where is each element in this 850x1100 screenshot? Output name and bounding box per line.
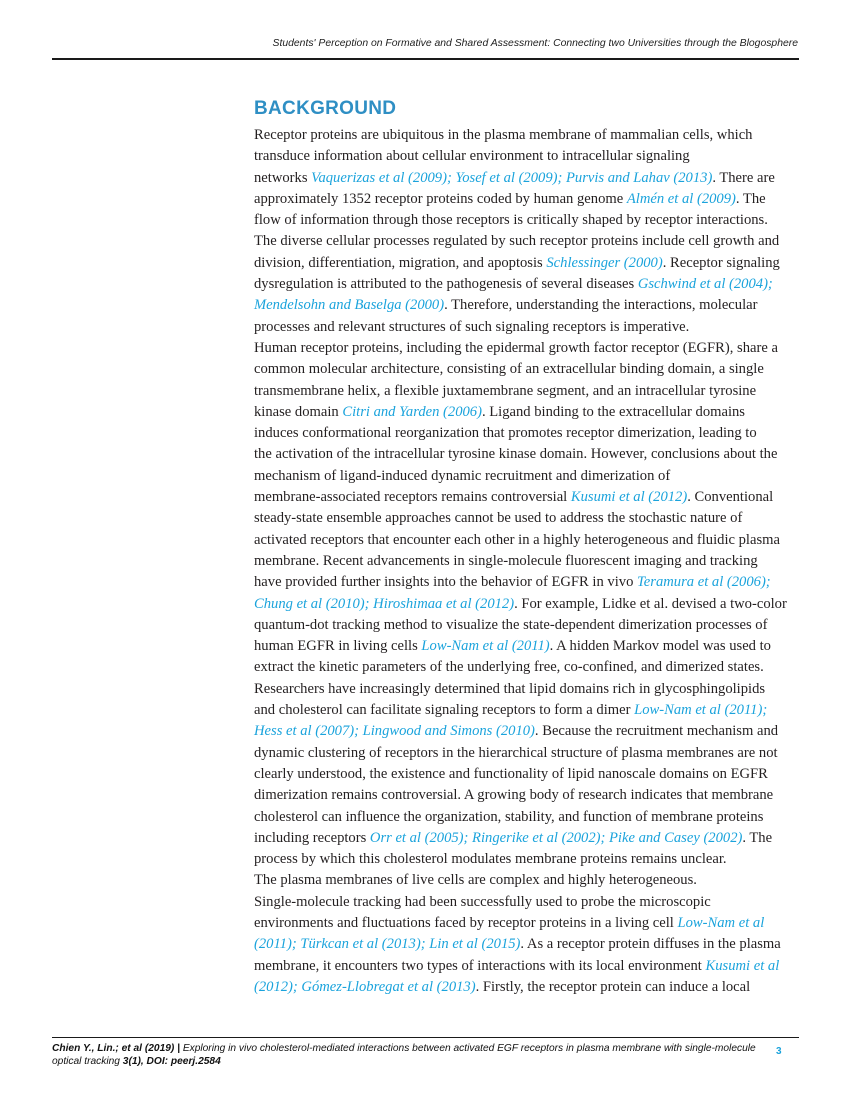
text-segment: networks (254, 169, 312, 186)
text-segment: common molecular architecture, consisting of an extracellular binding domain, a single (254, 361, 764, 378)
text-line (254, 508, 800, 529)
footer-divider (52, 1037, 799, 1038)
citation-link[interactable]: Kusumi et al (2012) (570, 489, 688, 506)
footer-article-title: Exploring in vivo cholesterol-mediated interactions between activated EGF receptors in plasma membrane with single-molecule optical tracking (52, 1043, 756, 1067)
text-line (254, 636, 800, 657)
text-segment: . There are (712, 169, 775, 186)
text-line (254, 146, 800, 167)
text-segment: clearly understood, the existence and functionality of lipid nanoscale domains on EGFR (254, 765, 768, 782)
citation-link[interactable]: Low-Nam et al (677, 914, 765, 931)
text-line (254, 572, 800, 593)
text-segment: dysregulation is attributed to the pathogenesis of several diseases (254, 276, 638, 293)
text-segment: process by which this cholesterol modulates membrane proteins remains unclear. (254, 851, 727, 868)
text-segment: . Ligand binding to the extracellular domains (481, 403, 745, 420)
text-line (254, 977, 800, 998)
text-line (254, 402, 800, 423)
text-segment: . The (742, 829, 773, 846)
citation-link[interactable]: Citri and Yarden (2006) (342, 403, 482, 420)
footer-volume-doi: 3(1), DOI: peerj.2584 (122, 1056, 221, 1067)
text-segment: . Therefore, understanding the interactions, molecular (444, 297, 758, 314)
text-segment: activated receptors that encounter each other in a highly heterogeneous and fluidic plasma (254, 531, 780, 548)
text-line (254, 721, 800, 742)
text-segment: extract the kinetic parameters of the underlying free, co-confined, and dimerized states. (254, 659, 764, 676)
text-line (254, 807, 800, 828)
text-line (254, 679, 800, 700)
text-line (254, 849, 800, 870)
text-segment: steady-state ensemble approaches cannot be used to address the stochastic nature of (254, 510, 743, 527)
text-segment: including receptors (254, 829, 370, 846)
text-line (254, 934, 800, 955)
citation-link[interactable]: Teramura et al (2006); (637, 574, 771, 591)
text-segment: cholesterol can influence the organization, stability, and function of membrane proteins (254, 808, 764, 825)
text-line (254, 210, 800, 231)
text-segment: flow of information through those receptors is critically shaped by receptor interactions. (254, 212, 768, 229)
text-line (254, 338, 800, 359)
text-segment: . Conventional (687, 489, 774, 506)
text-segment: induces conformational reorganization that promotes receptor dimerization, leading to (254, 425, 757, 442)
text-segment: . A hidden Markov model was used to (549, 638, 771, 655)
text-line (254, 444, 800, 465)
text-segment: dimerization remains controversial. A growing body of research indicates that membrane (254, 787, 774, 804)
text-line (254, 785, 800, 806)
text-line (254, 828, 800, 849)
text-segment: quantum-dot tracking method to visualize the state-dependent dimerization processes of (254, 616, 768, 633)
text-line (254, 317, 800, 338)
citation-link[interactable]: Chung et al (2010); Hiroshimaa et al (2012) (254, 595, 515, 612)
text-line (254, 870, 800, 891)
text-segment: membrane-associated receptors remains controversial (254, 489, 571, 506)
text-segment: Human receptor proteins, including the epidermal growth factor receptor (EGFR), share a (254, 339, 778, 356)
body-text (254, 125, 800, 998)
citation-link[interactable]: Vaquerizas et al (2009); Yosef et al (2009); Purvis and Lahav (2013) (311, 169, 713, 186)
text-segment: kinase domain (254, 403, 343, 420)
text-segment: mechanism of ligand-induced dynamic recruitment and dimerization of (254, 467, 671, 484)
text-segment: and cholesterol can facilitate signaling receptors to form a dimer (254, 702, 635, 719)
text-line (254, 423, 800, 444)
text-line (254, 913, 800, 934)
text-segment: processes and relevant structures of such signaling receptors is imperative. (254, 318, 690, 335)
text-segment: . Firstly, the receptor protein can induce a local (475, 978, 751, 995)
citation-link[interactable]: Low-Nam et al (2011); (634, 702, 768, 719)
text-segment: environments and fluctuations faced by receptor proteins in a living cell (254, 914, 678, 931)
page-number: 3 (776, 1046, 782, 1057)
text-segment: Single-molecule tracking had been successfully used to probe the microscopic (254, 893, 711, 910)
text-line (254, 551, 800, 572)
text-line (254, 530, 800, 551)
text-segment: transduce information about cellular environment to intracellular signaling (254, 148, 690, 165)
text-line (254, 359, 800, 380)
text-line (254, 125, 800, 146)
text-segment: The plasma membranes of live cells are complex and highly heterogeneous. (254, 872, 697, 889)
text-segment: transmembrane helix, a flexible juxtamembrane segment, and an intracellular tyrosine (254, 382, 757, 399)
text-line (254, 743, 800, 764)
text-line (254, 189, 800, 210)
text-line (254, 956, 800, 977)
text-line (254, 764, 800, 785)
text-line (254, 594, 800, 615)
text-segment: Receptor proteins are ubiquitous in the plasma membrane of mammalian cells, which (254, 127, 753, 143)
citation-link[interactable]: (2012); Gómez-Llobregat et al (2013) (254, 978, 476, 995)
text-segment: the activation of the intracellular tyrosine kinase domain. However, conclusions about the (254, 446, 778, 463)
text-line (254, 168, 800, 189)
text-segment: membrane. Recent advancements in single-molecule fluorescent imaging and tracking (254, 552, 758, 569)
text-segment: approximately 1352 receptor proteins coded by human genome (254, 190, 627, 207)
text-segment: membrane, it encounters two types of interactions with its local environment (254, 957, 706, 974)
footer-citation (52, 1042, 757, 1068)
text-line (254, 253, 800, 274)
citation-link[interactable]: Almén et al (2009) (626, 190, 736, 207)
text-line (254, 892, 800, 913)
text-segment: Researchers have increasingly determined that lipid domains rich in glycosphingolipids (254, 680, 766, 697)
citation-link[interactable]: Orr et al (2005); Ringerike et al (2002); Pike and Casey (2002) (369, 829, 743, 846)
text-line (254, 231, 800, 252)
footer-authors: Chien Y., Lin.; et al (2019) | (52, 1043, 180, 1054)
citation-link[interactable]: Gschwind et al (2004); (637, 276, 773, 293)
text-segment: The diverse cellular processes regulated by such receptor proteins include cell growth and (254, 233, 780, 250)
text-line (254, 295, 800, 316)
header-divider (52, 58, 799, 60)
text-line (254, 615, 800, 636)
text-line (254, 487, 800, 508)
citation-link[interactable]: Low-Nam et al (2011) (421, 638, 550, 655)
text-segment: have provided further insights into the behavior of EGFR in vivo (254, 574, 638, 591)
text-segment: . As a receptor protein diffuses in the plasma (520, 936, 781, 953)
text-segment: human EGFR in living cells (254, 638, 422, 655)
text-segment: division, differentiation, migration, and apoptosis (254, 254, 547, 271)
text-segment: . For example, Lidke et al. devised a two-color (514, 595, 787, 612)
section-heading: BACKGROUND (254, 98, 397, 119)
citation-link[interactable]: Kusumi et al (705, 957, 780, 974)
text-segment: . The (735, 190, 766, 207)
running-header: Students' Perception on Formative and Shared Assessment: Connecting two Universities through the Blogosphere (272, 38, 798, 49)
text-line (254, 466, 800, 487)
citation-link[interactable]: (2011); Türkcan et al (2013); Lin et al (2015) (254, 936, 521, 953)
citation-link[interactable]: Mendelsohn and Baselga (2000) (254, 297, 445, 314)
text-line (254, 657, 800, 678)
citation-link[interactable]: Schlessinger (2000) (546, 254, 663, 271)
text-line (254, 381, 800, 402)
text-line (254, 700, 800, 721)
text-line (254, 274, 800, 295)
text-segment: . Receptor signaling (662, 254, 780, 271)
citation-link[interactable]: Hess et al (2007); Lingwood and Simons (2010) (254, 723, 535, 740)
text-segment: dynamic clustering of receptors in the hierarchical structure of plasma membranes are not (254, 744, 778, 761)
text-segment: . Because the recruitment mechanism and (534, 723, 779, 740)
